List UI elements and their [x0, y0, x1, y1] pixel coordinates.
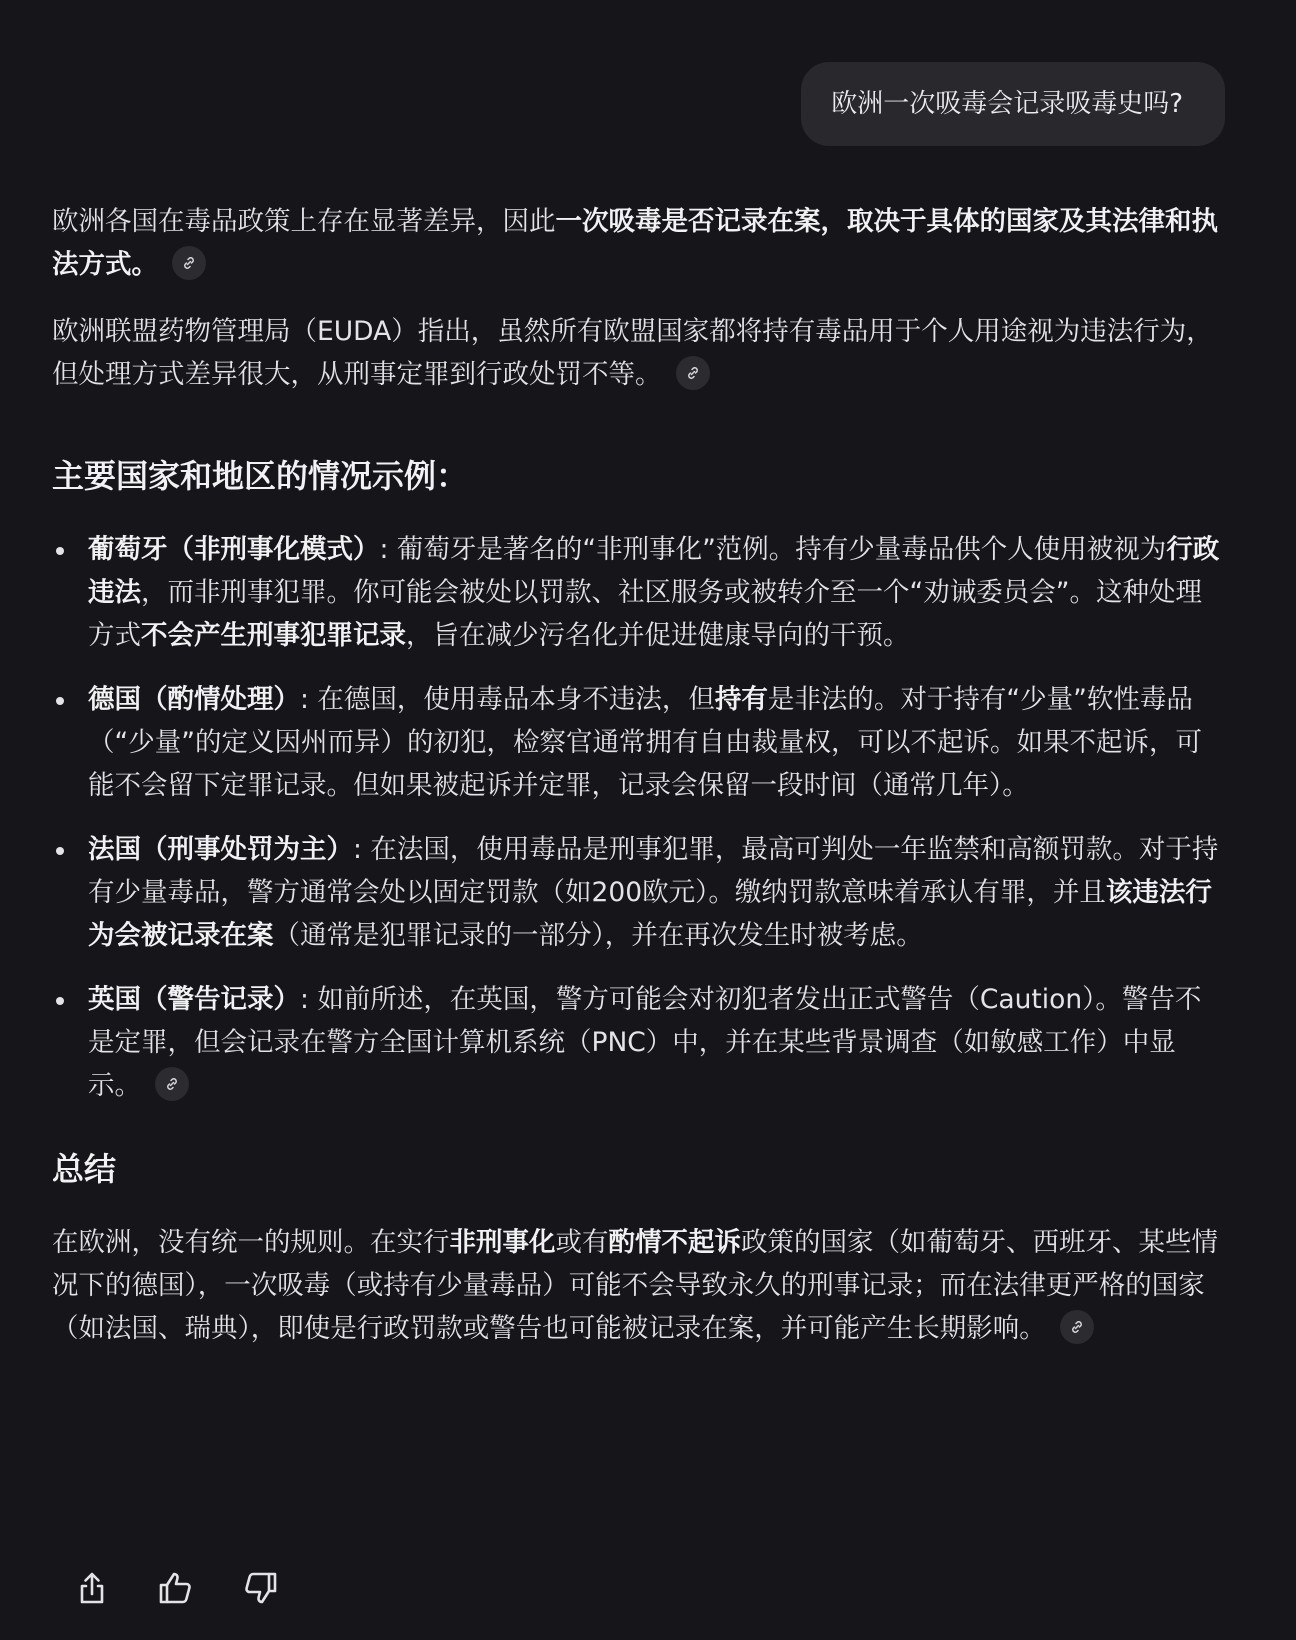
heading-examples: 主要国家和地区的情况示例：: [52, 457, 469, 495]
item-title: 德国（酌情处理）: [88, 684, 300, 715]
like-button[interactable]: [156, 1568, 196, 1608]
message-actions: [72, 1568, 280, 1608]
user-message-bubble: [801, 62, 1225, 146]
summary-text: 政策的国家（如葡萄牙、西班牙、某些情况下的德国），一次吸毒（或持有少量毒品）可能不会导致永久的刑事记录；而在法律更严格的国家（如法国、瑞典），即使是行政罚款或警告也可能被记录在案，并可能产生长期影响。: [52, 1227, 1218, 1344]
heading-summary: 总结: [52, 1150, 117, 1188]
item-text: 是非法的。对于持有“少量”软性毒品（“少量”的定义因州而异）的初犯，检察官通常拥有自由裁量权，可以不起诉。如果不起诉，可能不会留下定罪记录。但如果被起诉并定罪，记录会保留一段时间（通常几年）。: [88, 684, 1202, 801]
user-message-text: 欧洲一次吸毒会记录吸毒史吗?: [831, 89, 1183, 119]
share-icon: [77, 1571, 107, 1605]
item-text: : 葡萄牙是著名的“非刑事化”范例。持有少量毒品供个人使用被视为: [379, 534, 1167, 565]
item-bold: 该违法行为会被记录在案: [88, 877, 1212, 951]
item-text: : 如前所述，在英国，警方可能会对初犯者发出正式警告（Caution）。警告不是定罪，但会记录在警方全国计算机系统（PNC）中，并在某些背景调查（如敏感工作）中显示。: [88, 984, 1202, 1101]
item-text: : 在德国，使用毒品本身不违法，但: [300, 684, 715, 715]
item-text: （通常是犯罪记录的一部分），并在再次发生时被考虑。: [273, 920, 923, 951]
item-text: ，旨在减少污名化并促进健康导向的干预。: [406, 620, 910, 651]
item-text: ，而非刑事犯罪。你可能会被处以罚款、社区服务或被转介至一个“劝诫委员会”。这种处理方式: [88, 577, 1202, 651]
item-title: 葡萄牙（非刑事化模式）: [88, 534, 380, 565]
summary-text: 或有: [555, 1227, 609, 1258]
link-icon: [685, 365, 701, 381]
item-bold: 行政违法: [88, 534, 1220, 608]
answer-paragraph-euda: [52, 310, 1224, 396]
euda-text: 欧洲联盟药物管理局（EUDA）指出，虽然所有欧盟国家都将持有毒品用于个人用途视为违法行为，但处理方式差异很大，从刑事定罪到行政处罚不等。: [52, 316, 1213, 390]
list-item-france: [52, 828, 1224, 957]
assistant-answer: [52, 200, 1224, 1374]
item-bold: 不会产生刑事犯罪记录: [141, 620, 406, 651]
list-item-uk: [52, 978, 1224, 1107]
citation-link-button[interactable]: [1060, 1310, 1094, 1344]
answer-paragraph-summary: [52, 1221, 1224, 1350]
thumbs-down-icon: [242, 1571, 278, 1605]
citation-link-button[interactable]: [676, 356, 710, 390]
summary-text: 在欧洲，没有统一的规则。在实行: [52, 1227, 450, 1258]
intro-bold-text: 一次吸毒是否记录在案，取决于具体的国家及其法律和执法方式。: [52, 206, 1218, 280]
dislike-button[interactable]: [240, 1568, 280, 1608]
summary-bold: 酌情不起诉: [608, 1227, 741, 1258]
country-list: [52, 528, 1224, 1107]
summary-bold: 非刑事化: [449, 1227, 556, 1258]
intro-text: 欧洲各国在毒品政策上存在显著差异，因此: [52, 206, 556, 237]
answer-paragraph-intro: [52, 200, 1224, 286]
link-icon: [164, 1076, 180, 1092]
item-text: : 在法国，使用毒品是刑事犯罪，最高可判处一年监禁和高额罚款。对于持有少量毒品，警方通常会处以固定罚款（如200欧元）。缴纳罚款意味着承认有罪，并且: [88, 834, 1219, 908]
link-icon: [181, 255, 197, 271]
item-title: 英国（警告记录）: [88, 984, 300, 1015]
citation-link-button[interactable]: [155, 1067, 189, 1101]
share-button[interactable]: [72, 1568, 112, 1608]
item-title: 法国（刑事处罚为主）: [88, 834, 353, 865]
link-icon: [1069, 1319, 1085, 1335]
list-item-germany: [52, 678, 1224, 807]
citation-link-button[interactable]: [172, 246, 206, 280]
item-bold: 持有: [714, 684, 768, 715]
thumbs-up-icon: [158, 1571, 194, 1605]
list-item-portugal: [52, 528, 1224, 657]
